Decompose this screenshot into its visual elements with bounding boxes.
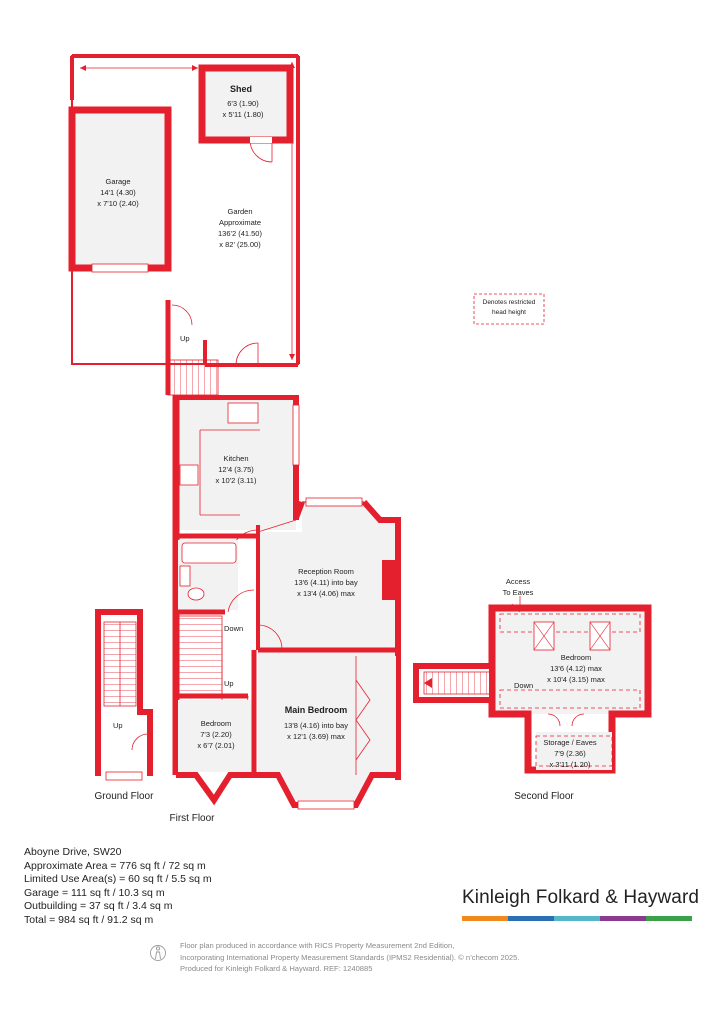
up-label-first: Up: [224, 679, 234, 688]
shed-label: Shed: [229, 84, 253, 94]
garden-dim2: x 82' (25.00): [219, 240, 261, 249]
brand-bar-orange: [462, 916, 508, 921]
brand-bar-teal: [554, 916, 600, 921]
shed-dim1: 6'3 (1.90): [227, 99, 259, 108]
footer-notes: [180, 940, 519, 975]
storage-dim2: x 3'11 (1.20): [549, 760, 591, 769]
brand-bar-purple: [600, 916, 646, 921]
down-label-second: Down: [514, 681, 534, 690]
kitchen-label: Kitchen: [223, 454, 249, 463]
first-floor-title: First Floor: [169, 813, 215, 824]
down-label-first: Down: [224, 624, 244, 633]
brand-bar-blue: [508, 916, 554, 921]
shed-dim2: x 5'11 (1.80): [222, 110, 264, 119]
garage-dim2: x 7'10 (2.40): [97, 199, 139, 208]
ground-floor: [98, 612, 150, 780]
main-bedroom-dim1: 13'8 (4.16) into bay: [284, 721, 348, 730]
bedroom-second-dim2: x 10'4 (3.15) max: [547, 675, 605, 684]
up-label-ground: Up: [113, 721, 123, 730]
area-summary: [24, 846, 212, 928]
bedroom-second-label: Bedroom: [560, 653, 592, 662]
footer-line1: Floor plan produced in accordance with RICS Property Measurement 2nd Edition,: [180, 941, 455, 950]
kitchen-dim1: 12'4 (3.75): [218, 465, 254, 474]
up-label-garden: Up: [180, 334, 190, 343]
second-floor-title: Second Floor: [514, 791, 574, 802]
garden-dim1: 136'2 (41.50): [218, 229, 262, 238]
reception-dim2: x 13'4 (4.06) max: [297, 589, 355, 598]
legend-line1: Denotes restricted: [482, 299, 536, 306]
main-bedroom-label: Main Bedroom: [284, 705, 348, 715]
footer-line3: Produced for Kinleigh Folkard & Hayward. REF: 1240885: [180, 964, 373, 973]
access-eaves-line2: To Eaves: [502, 588, 534, 597]
brand-logo: Kinleigh Folkard & Hayward: [462, 887, 700, 908]
person-icon: [150, 942, 166, 964]
garden-approx: Approximate: [218, 218, 262, 227]
main-bedroom-dim2: x 12'1 (3.69) max: [287, 732, 345, 741]
limited-use-area: Limited Use Area(s) = 60 sq ft / 5.5 sq m: [24, 873, 212, 886]
access-eaves-line1: Access: [505, 577, 531, 586]
total-area: Total = 984 sq ft / 91.2 sq m: [24, 913, 154, 926]
garage-area: Garage = 111 sq ft / 10.3 sq m: [24, 886, 165, 899]
bedroom-first-dim1: 7'3 (2.20): [200, 730, 232, 739]
bedroom-first-label: Bedroom: [200, 719, 232, 728]
storage-dim1: 7'9 (2.36): [554, 749, 586, 758]
storage-label: Storage / Eaves: [543, 738, 597, 747]
ground-floor-title: Ground Floor: [94, 791, 154, 802]
garden-label: Garden: [227, 207, 253, 216]
garage-dim1: 14'1 (4.30): [100, 188, 136, 197]
reception-dim1: 13'6 (4.11) into bay: [294, 578, 358, 587]
bedroom-first-dim2: x 6'7 (2.01): [197, 741, 235, 750]
garage-label: Garage: [105, 177, 131, 186]
footer-line2: Incorporating International Property Measurement Standards (IPMS2 Residential). © n’checom 2025.: [180, 952, 520, 962]
approx-area: Approximate Area = 776 sq ft / 72 sq m: [24, 859, 206, 872]
reception-label: Reception Room: [298, 567, 354, 576]
outbuilding-area: Outbuilding = 37 sq ft / 3.4 sq m: [24, 900, 173, 913]
address: Aboyne Drive, SW20: [24, 846, 122, 858]
legend-line2: head height: [492, 309, 526, 316]
kitchen-dim2: x 10'2 (3.11): [215, 476, 257, 485]
bedroom-second-dim1: 13'6 (4.12) max: [550, 664, 602, 673]
brand-bar-green: [646, 916, 692, 921]
